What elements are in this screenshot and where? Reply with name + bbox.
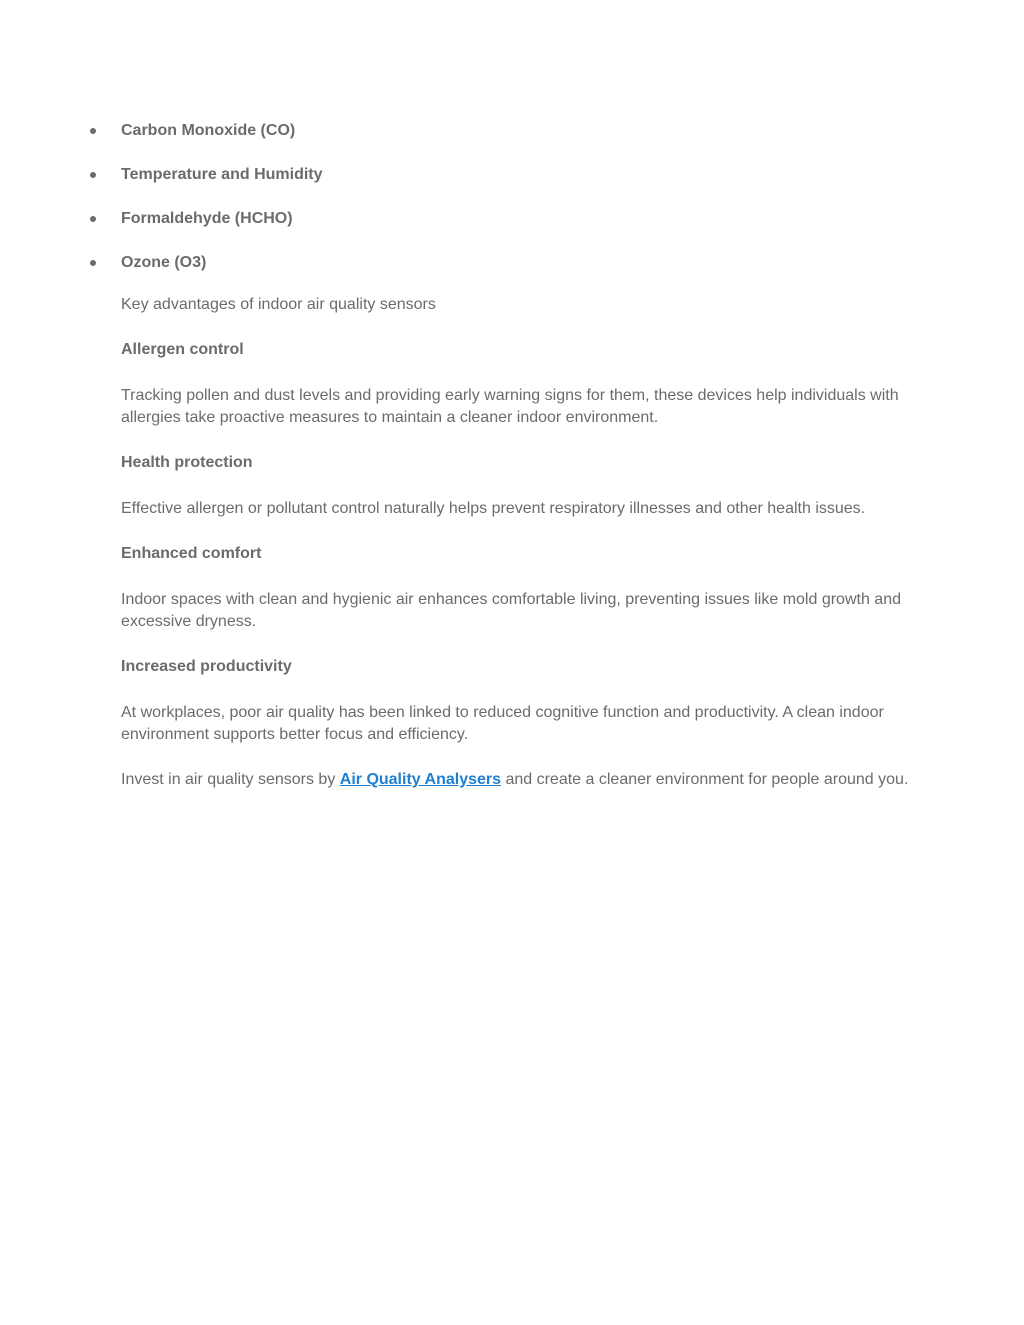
list-item [88, 207, 293, 251]
list-item-label: Formaldehyde (HCHO) [121, 210, 293, 227]
list-item-label: Carbon Monoxide (CO) [121, 122, 296, 139]
closing-text-after: and create a cleaner environment for people around you. [501, 771, 909, 788]
section-paragraph: Indoor spaces with clean and hygienic air enhances comfortable living, preventing issues like mold growth and excessive dryness. [121, 591, 901, 630]
list-item-label: Ozone (O3) [121, 254, 207, 271]
list-item [88, 119, 296, 163]
list-item-label: Temperature and Humidity [121, 166, 323, 183]
document-body [121, 294, 911, 814]
bullet-icon [90, 260, 96, 266]
section-heading: Increased productivity [121, 658, 292, 675]
intro-paragraph: Key advantages of indoor air quality sensors [121, 296, 436, 313]
section-paragraph: Effective allergen or pollutant control naturally helps prevent respiratory illnesses and other health issues. [121, 500, 866, 517]
closing-paragraph [121, 769, 911, 791]
section-heading: Enhanced comfort [121, 545, 262, 562]
closing-text-before: Invest in air quality sensors by [121, 771, 340, 788]
bullet-icon [90, 128, 96, 134]
section-paragraph: Tracking pollen and dust levels and providing early warning signs for them, these devices help individuals with allergies take proactive measures to maintain a cleaner indoor environment. [121, 387, 899, 426]
pollutant-list [88, 119, 323, 295]
bullet-icon [90, 216, 96, 222]
list-item [88, 163, 323, 207]
bullet-icon [90, 172, 96, 178]
section-paragraph: At workplaces, poor air quality has been linked to reduced cognitive function and productivity. A clean indoor environment supports better focus and efficiency. [121, 704, 884, 743]
air-quality-analysers-link[interactable]: Air Quality Analysers [339, 771, 502, 788]
section-heading: Health protection [121, 454, 253, 471]
section-heading: Allergen control [121, 341, 244, 358]
list-item [88, 251, 207, 295]
